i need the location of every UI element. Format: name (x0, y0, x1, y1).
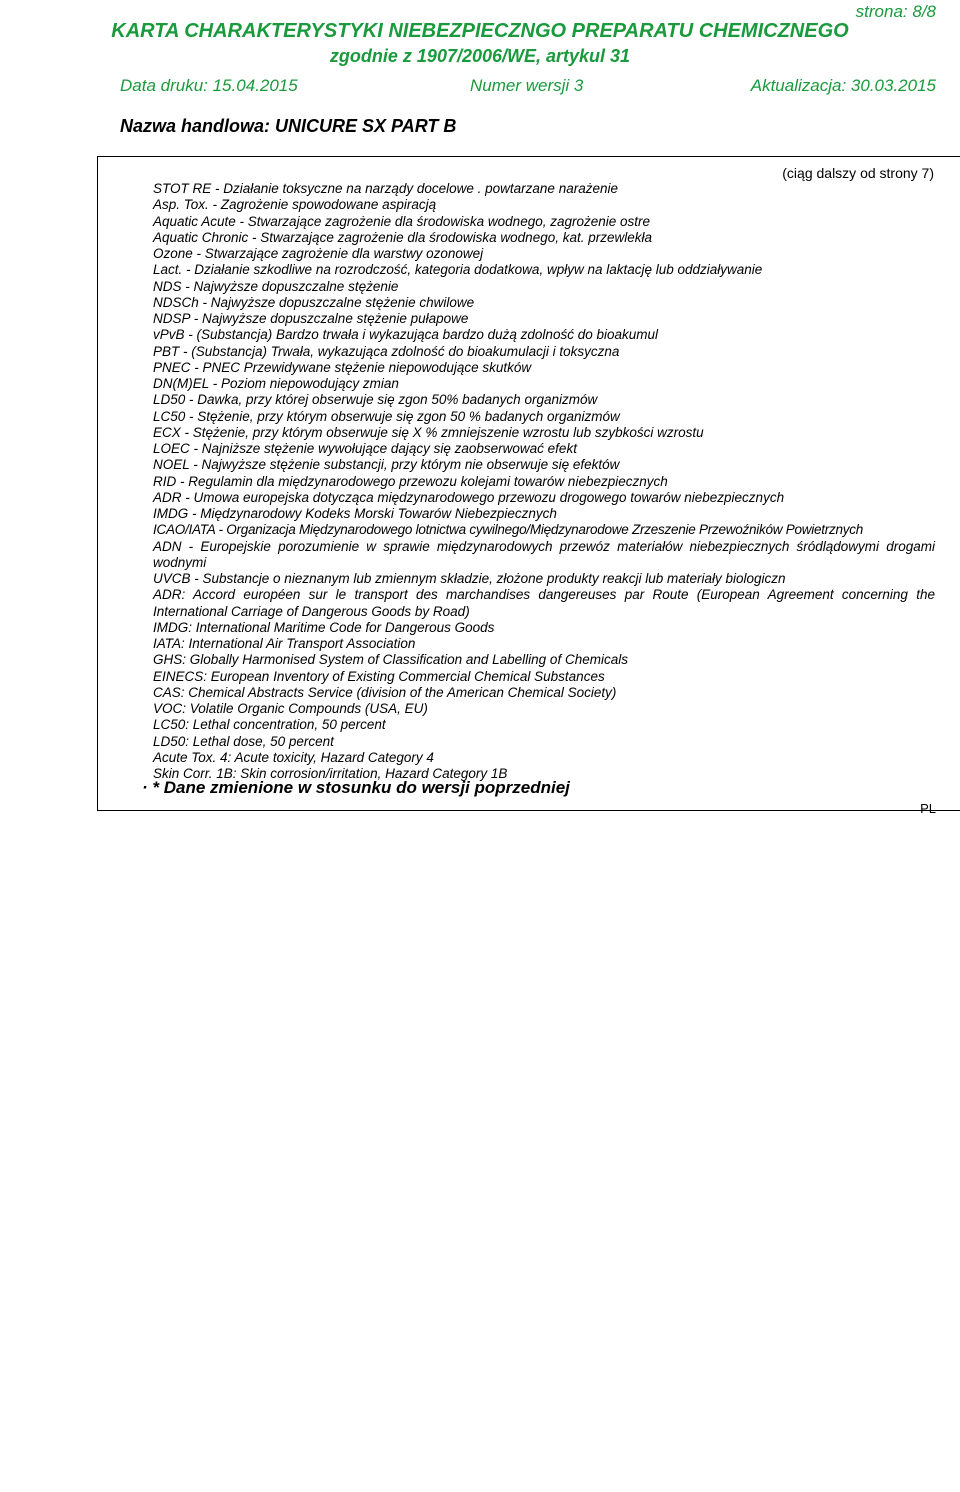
abbr-item: NDS - Najwyższe dopuszczalne stężenie (153, 278, 399, 294)
abbr-item: ECX - Stężenie, przy którym obserwuje się X % zmniejszenie wzrostu lub szybkości wzrostu (153, 424, 704, 440)
abbr-item: Aquatic Acute - Stwarzające zagrożenie dla środowiska wodnego, zagrożenie ostre (153, 213, 651, 229)
abbr-item: PBT - (Substancja) Trwała, wykazująca zdolność do bioakumulacji i toksyczna (153, 343, 620, 359)
abbr-item: RID - Regulamin dla międzynarodowego przewozu kolejami towarów niebezpiecznych (153, 473, 668, 489)
abbr-item: Skin Corr. 1B: Skin corrosion/irritation, Hazard Category 1B (153, 766, 508, 781)
abbr-item: Acute Tox. 4: Acute toxicity, Hazard Category 4 (153, 749, 434, 765)
page-number: strona: 8/8 (855, 2, 936, 21)
abbr-item: Ozone - Stwarzające zagrożenie dla warstwy ozonowej (153, 246, 484, 261)
abbr-item: EINECS: European Inventory of Existing Commercial Chemical Substances (153, 668, 605, 684)
abbreviations-list (153, 181, 935, 782)
abbr-item: LD50: Lethal dose, 50 percent (153, 733, 334, 749)
abbr-item: IMDG - Międzynarodowy Kodeks Morski Towarów Niebezpiecznych (153, 506, 557, 521)
abbr-item: GHS: Globally Harmonised System of Classification and Labelling of Chemicals (153, 652, 628, 668)
abbr-item: VOC: Volatile Organic Compounds (USA, EU) (153, 701, 428, 716)
abbr-item: PNEC - PNEC Przewidywane stężenie niepowodujące skutków (153, 359, 532, 375)
abbr-item: Asp. Tox. - Zagrożenie spowodowane aspiracją (153, 197, 437, 213)
abbr-item: LD50 - Dawka, przy której obserwuje się zgon 50% badanych organizmów (153, 392, 598, 408)
continued-note: (ciąg dalszy od strony 7) (782, 165, 934, 181)
language-code: PL (920, 801, 936, 816)
trade-name: Nazwa handlowa: UNICURE SX PART B (120, 116, 457, 136)
print-date: Data druku: 15.04.2015 (120, 76, 298, 95)
document-title: KARTA CHARAKTERYSTYKI NIEBEZPIECZNGO PREPARATU CHEMICZNEGO (111, 20, 849, 42)
abbr-item: ADR - Umowa europejska dotycząca międzynarodowego przewozu drogowego towarów niebezpiecznych (153, 489, 785, 505)
abbr-item: vPvB - (Substancja) Bardzo trwała i wykazująca bardzo dużą zdolność do bioakumul (153, 327, 658, 343)
abbr-item: ICAO/IATA - Organizacja Międzynarodowego lotnictwa cywilnego/Międzynarodowe Zrzeszenie Przewoźników Powietrznych (153, 522, 864, 538)
abbr-item: IMDG: International Maritime Code for Dangerous Goods (153, 619, 495, 635)
abbr-item: LOEC - Najniższe stężenie wywołujące dający się zaobserwować efekt (153, 441, 577, 456)
version-number: Numer wersji 3 (470, 76, 584, 95)
abbr-item: LC50: Lethal concentration, 50 percent (153, 717, 386, 733)
abbr-item: NDSP - Najwyższe dopuszczalne stężenie pułapowe (153, 311, 469, 326)
abbr-item: NOEL - Najwyższe stężenie substancji, przy którym nie obserwuje się efektów (153, 457, 620, 473)
abbr-item: IATA: International Air Transport Association (153, 636, 416, 651)
abbr-item: STOT RE - Działanie toksyczne na narządy docelowe . powtarzane narażenie (153, 181, 618, 196)
abbr-item: CAS: Chemical Abstracts Service (division of the American Chemical Society) (153, 684, 617, 700)
abbr-item: Lact. - Działanie szkodliwe na rozrodczość, kategoria dodatkowa, wpływ na laktację lub oddziaływanie (153, 262, 763, 278)
document-subtitle: zgodnie z 1907/2006/WE, artykul 31 (329, 46, 631, 66)
abbr-item: DN(M)EL - Poziom niepowodujący zmian (153, 376, 399, 391)
abbr-item: ADR: Accord européen sur le transport des marchandises dangereuses par Route (European Agreement concerning the International Carriage of Dangerous Goods by Road) (153, 587, 935, 619)
abbr-item: UVCB - Substancje o nieznanym lub zmiennym składzie, złożone produkty reakcji lub materiały biologiczn (153, 571, 786, 586)
update-date: Aktualizacja: 30.03.2015 (750, 76, 936, 95)
changed-data-note: · * Dane zmienione w stosunku do wersji poprzedniej (142, 778, 570, 797)
abbr-item: Aquatic Chronic - Stwarzające zagrożenie dla środowiska wodnego, kat. przewlekła (153, 229, 652, 245)
abbr-item: ADN - Europejskie porozumienie w sprawie międzynarodowych przewóz materiałów niebezpiecznych śródlądowymi drogami wodnymi (153, 538, 935, 570)
abbr-item: NDSCh - Najwyższe dopuszczalne stężenie chwilowe (153, 294, 475, 310)
abbr-item: LC50 - Stężenie, przy którym obserwuje się zgon 50 % badanych organizmów (153, 408, 620, 424)
